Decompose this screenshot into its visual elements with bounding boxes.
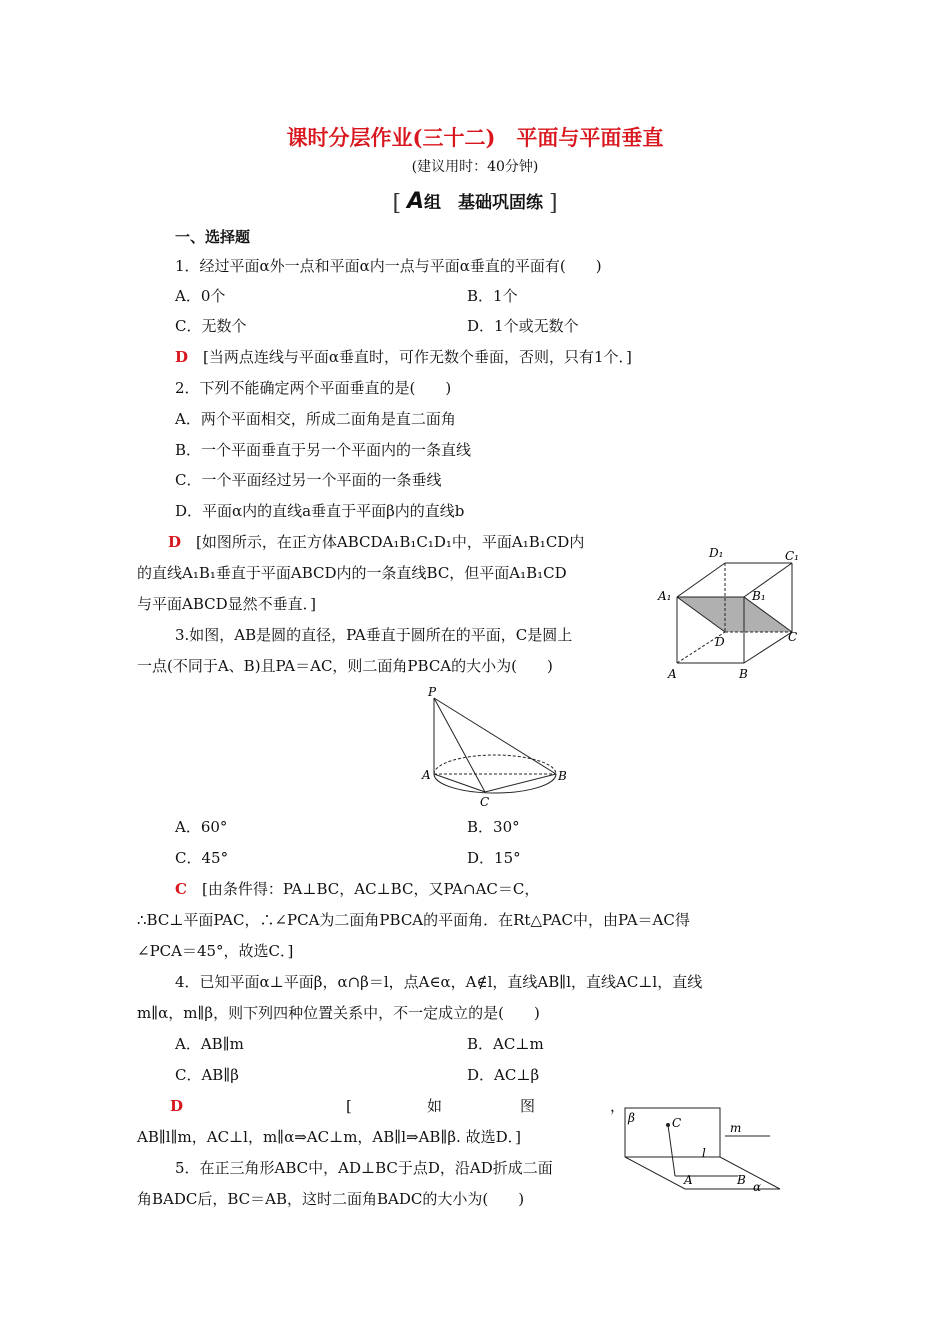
q1-option-c: C．无数个	[175, 317, 247, 335]
planes-figure	[620, 1105, 790, 1195]
q4-option-d: D．AC⊥β	[467, 1066, 540, 1084]
cube-label-b: B	[739, 667, 748, 681]
q4-stem-line2: m∥α，m∥β，则下列四种位置关系中，不一定成立的是( )	[137, 1004, 540, 1022]
group-bracket-open: [	[392, 191, 402, 216]
q3-option-a: A．60°	[175, 818, 228, 836]
q3-explanation-line1	[175, 879, 539, 899]
suggested-time: (建议用时：40分钟)	[411, 159, 539, 175]
planes-label-c: C	[672, 1116, 682, 1130]
q4-explanation-line2: AB∥l∥m，AC⊥l，m∥α⇒AC⊥m，AB∥l⇒AB∥β. 故选D．]	[137, 1128, 521, 1146]
cone-label-b: B	[558, 769, 567, 783]
q3-stem-line2: 一点(不同于A、B)且PA＝AC，则二面角PBCA的大小为( )	[137, 657, 553, 675]
q2-explanation-line1	[168, 532, 584, 552]
cube-label-c: C	[788, 630, 798, 644]
cube-figure	[655, 540, 815, 685]
cone-label-p: P	[428, 685, 437, 699]
q4-option-b: B．AC⊥m	[467, 1035, 544, 1053]
q3-explanation-line2: ∴BC⊥平面PAC，∴∠PCA为二面角PBCA的平面角．在Rt△PAC中，由PA＝AC得	[137, 911, 690, 929]
q1-answer: D	[175, 348, 189, 366]
cone-label-c: C	[480, 795, 490, 809]
q4-answer: D	[170, 1097, 184, 1115]
planes-label-l: l	[702, 1146, 706, 1160]
q4-stem-line1: 4．已知平面α⊥平面β，α∩β＝l，点A∈α，A∉l，直线AB∥l，直线AC⊥l，直线	[175, 973, 703, 991]
cube-label-d1: D₁	[709, 546, 724, 560]
q1-explanation-text: [当两点连线与平面α垂直时，可作无数个垂面，否则，只有1个．]	[203, 348, 632, 366]
q5-stem-line1: 5．在正三角形ABC中，AD⊥BC于点D，沿AD折成二面	[175, 1159, 553, 1177]
group-letter: A	[406, 189, 425, 214]
cone-label-a: A	[422, 768, 431, 782]
q3-option-d: D．15°	[467, 849, 521, 867]
group-bracket-close: ]	[548, 191, 558, 216]
cube-label-a1: A₁	[658, 589, 672, 603]
q3-stem-line1: 3.如图，AB是圆的直径，PA垂直于圆所在的平面，C是圆上	[175, 626, 573, 644]
q1-explanation	[175, 347, 632, 367]
q4-explanation-word1: 如	[427, 1097, 443, 1115]
q2-explanation-text1: [如图所示，在正方体ABCDA₁B₁C₁D₁中，平面A₁B₁CD内	[196, 533, 585, 551]
q1-option-b: B．1个	[467, 287, 518, 305]
q2-stem: 2．下列不能确定两个平面垂直的是( )	[175, 379, 452, 397]
cube-label-d: D	[715, 635, 725, 649]
q1-option-d: D．1个或无数个	[467, 317, 579, 335]
q2-option-c: C．一个平面经过另一个平面的一条垂线	[175, 471, 442, 489]
q2-answer: D	[168, 533, 182, 551]
cone-figure	[420, 685, 570, 813]
q3-answer: C	[175, 880, 187, 898]
q1-stem: 1．经过平面α外一点和平面α内一点与平面α垂直的平面有( )	[175, 257, 602, 275]
planes-label-beta: β	[628, 1111, 635, 1125]
q5-stem-line2: 角BADC后，BC＝AB，这时二面角BADC的大小为( )	[137, 1190, 525, 1208]
q4-option-a: A．AB∥m	[175, 1035, 244, 1053]
q3-option-b: B．30°	[467, 818, 520, 836]
cube-label-c1: C₁	[785, 549, 799, 563]
q2-option-b: B．一个平面垂直于另一个平面内的一条直线	[175, 441, 472, 459]
cube-section-shade	[677, 597, 792, 632]
q1-option-a: A．0个	[175, 287, 226, 305]
page-title: 课时分层作业(三十二) 平面与平面垂直	[286, 125, 664, 150]
q2-explanation-line3: 与平面ABCD显然不垂直．]	[137, 595, 316, 613]
section-title: 一、选择题	[175, 228, 251, 246]
group-heading	[0, 188, 950, 216]
q3-option-c: C．45°	[175, 849, 229, 867]
group-label: 组 基础巩固练	[424, 193, 544, 213]
cube-label-a: A	[668, 667, 677, 681]
q4-explanation-bracket: [	[346, 1097, 352, 1115]
q4-option-c: C．AB∥β	[175, 1066, 239, 1084]
q2-option-d: D．平面α内的直线a垂直于平面β内的直线b	[175, 502, 465, 520]
planes-label-m: m	[730, 1121, 742, 1135]
q2-explanation-line2: 的直线A₁B₁垂直于平面ABCD内的一条直线BC，但平面A₁B₁CD	[137, 564, 567, 582]
planes-label-alpha: α	[753, 1180, 762, 1194]
q3-explanation-text1: [由条件得：PA⊥BC，AC⊥BC，又PA∩AC＝C，	[201, 880, 540, 898]
q2-option-a: A．两个平面相交，所成二面角是直二面角	[175, 410, 456, 428]
planes-label-a: A	[684, 1173, 693, 1187]
cube-label-b1: B₁	[752, 589, 766, 603]
q4-explanation-comma: ，	[610, 1097, 626, 1115]
q4-explanation-word2: 图	[520, 1097, 536, 1115]
planes-label-b: B	[737, 1173, 746, 1187]
q3-explanation-line3: ∠PCA＝45°，故选C．]	[137, 942, 294, 960]
